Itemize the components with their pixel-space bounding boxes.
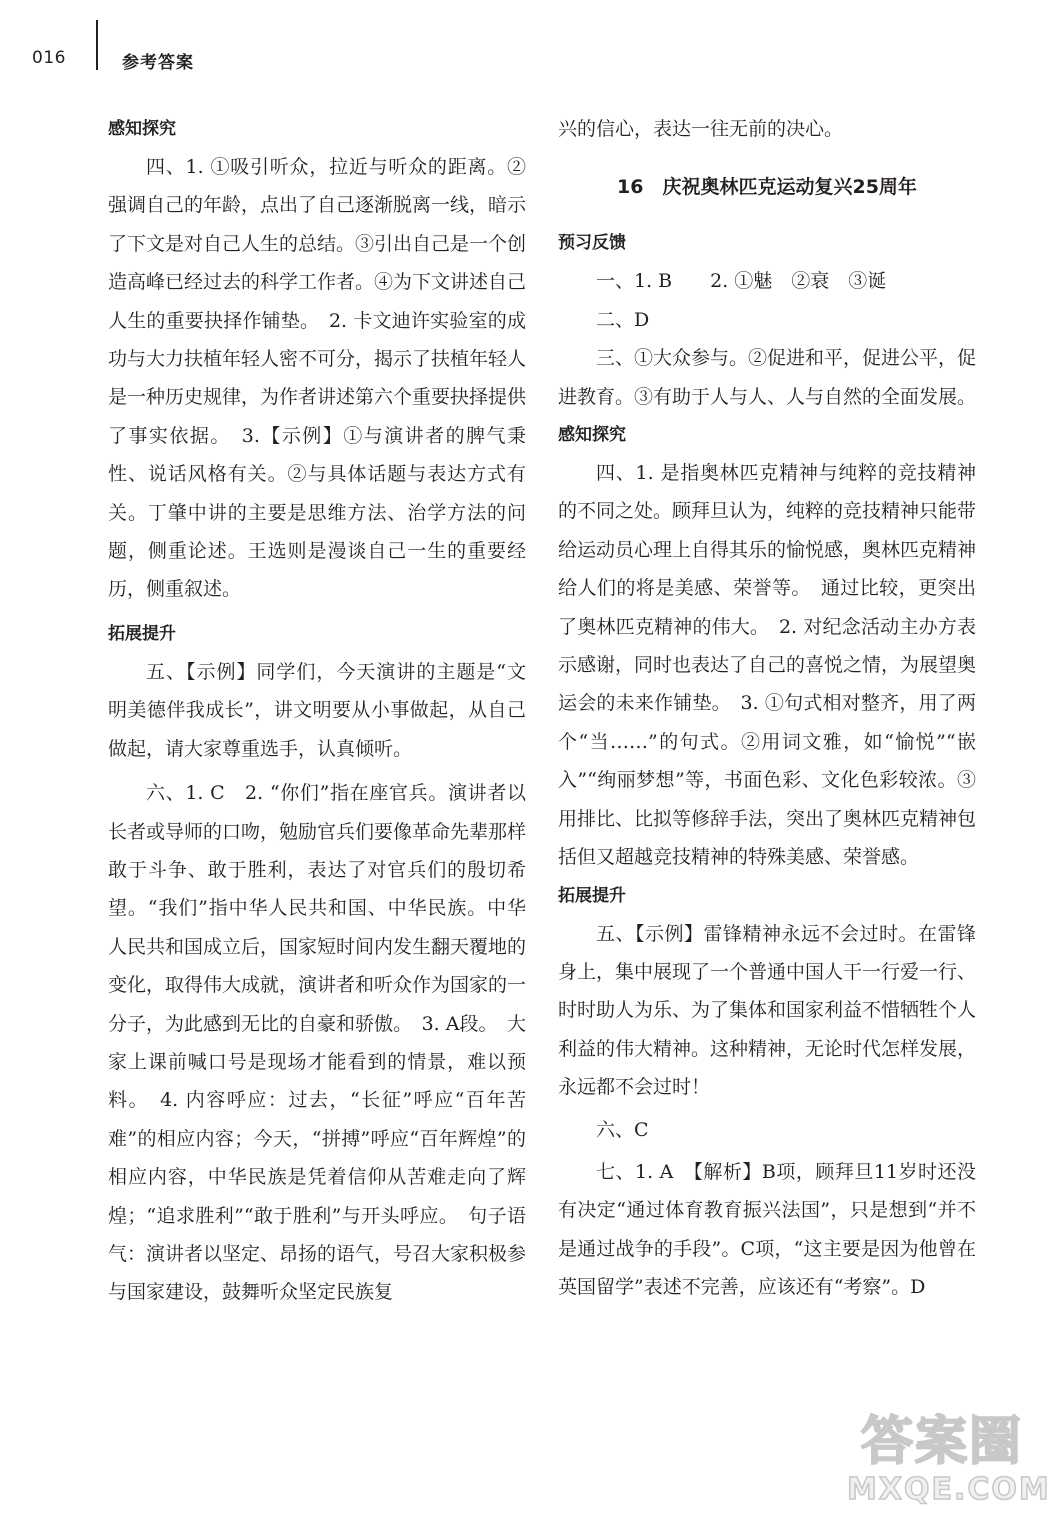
section-heading: 预习反馈	[558, 233, 626, 254]
paragraph: 三、①大众参与。②促进和平，促进公平，促进教育。③有助于人与人、人与自然的全面发展。	[558, 347, 977, 408]
paragraph: 六、C	[596, 1118, 649, 1141]
paragraph: 七、1. A 【解析】B项，顾拜旦11岁时还没有决定“通过体育教育振兴法国”，只是想到“并不是通过战争的手段”。C项，“这主要是因为他曾在英国留学”表述不完善，应该还有“考察”。D	[558, 1160, 976, 1299]
section-heading: 感知探究	[558, 425, 626, 446]
right-column	[558, 110, 976, 1307]
header-title: 参考答案	[122, 53, 194, 73]
watermark-url: MXQE.COM	[847, 1472, 1051, 1507]
paragraph: 一、1. B 2. ①魅 ②衰 ③诞	[596, 270, 887, 293]
watermark-text: 答案圈	[860, 1412, 1023, 1472]
page-header	[0, 0, 1057, 100]
section-heading: 拓展提升	[558, 885, 626, 906]
left-column	[108, 110, 526, 1312]
page-number: 016	[32, 48, 66, 68]
paragraph: 五、【示例】雷锋精神永远不会过时。在雷锋身上，集中展现了一个普通中国人干一行爱一行、时时助人为乐、为了集体和国家利益不惜牺牲个人利益的伟大精神。这种精神，无论时代怎样发展，永远都不会过时！	[558, 922, 977, 1099]
paragraph: 四、1. ①吸引听众，拉近与听众的距离。②强调自己的年龄，点出了自己逐渐脱离一线，暗示了下文是对自己人生的总结。③引出自己是一个创造高峰已经过去的科学工作者。④为下文讲述自己人生的重要抉择作铺垫。 2. 卡文迪许实验室的成功与大力扶植年轻人密不可分，揭示了扶植年轻人是一种历史规律，为作者讲述第六个重要抉择提供了事实依据。 3.【示例】①与演讲者的脾气秉性、说话风格有关。②与具体话题与表达方式有关。丁肇中讲的主要是思维方法、治学方法的问题，侧重论述。王选则是漫谈自己一生的重要经历，侧重叙述。	[108, 156, 527, 601]
section-heading: 感知探究	[108, 119, 176, 139]
chapter-title: 16 庆祝奥林匹克运动复兴25周年	[617, 176, 917, 199]
paragraph: 四、1. 是指奥林匹克精神与纯粹的竞技精神的不同之处。顾拜旦认为，纯粹的竞技精神只能带给运动员心理上自得其乐的愉悦感，奥林匹克精神给人们的将是美感、荣誉等。 通过比较，更突出了奥林匹克精神的伟大。 2. 对纪念活动主办方表示感谢，同时也表达了自己的喜悦之情，为展望奥运会的未来作铺垫。 3. ①句式相对整齐，用了两个“当……”的句式。②用词文雅，如“愉悦”“嵌入”“绚丽梦想”等，书面色彩、文化色彩较浓。③用排比、比拟等修辞手法，突出了奥林匹克精神包括但又超越竞技精神的特殊美感、荣誉感。	[558, 462, 977, 869]
paragraph: 五、【示例】同学们，今天演讲的主题是“文明美德伴我成长”，讲文明要从小事做起，从自己做起，请大家尊重选手，认真倾听。	[108, 660, 526, 760]
section-heading: 拓展提升	[108, 623, 176, 644]
header-divider	[96, 20, 98, 70]
paragraph-continued: 兴的信心，表达一往无前的决心。	[558, 118, 844, 140]
paragraph: 二、D	[596, 308, 650, 331]
watermark-logo	[847, 1412, 1051, 1522]
paragraph: 六、1. C 2. “你们”指在座官兵。演讲者以长者或导师的口吻，勉励官兵们要像革命先辈那样敢于斗争、敢于胜利，表达了对官兵们的殷切希望。“我们”指中华人民共和国、中华民族。中华人民共和国成立后，国家短时间内发生翻天覆地的变化，取得伟大成就，演讲者和听众作为国家的一分子，为此感到无比的自豪和骄傲。 3. A段。 大家上课前喊口号是现场才能看到的情景，难以预料。 4. 内容呼应：过去，“长征”呼应“百年苦难”的相应内容；今天，“拼搏”呼应“百年辉煌”的相应内容，中华民族是凭着信仰从苦难走向了辉煌；“追求胜利”“敢于胜利”与开头呼应。 句子语气：演讲者以坚定、昂扬的语气，号召大家积极参与国家建设，鼓舞听众坚定民族复	[108, 782, 527, 1304]
